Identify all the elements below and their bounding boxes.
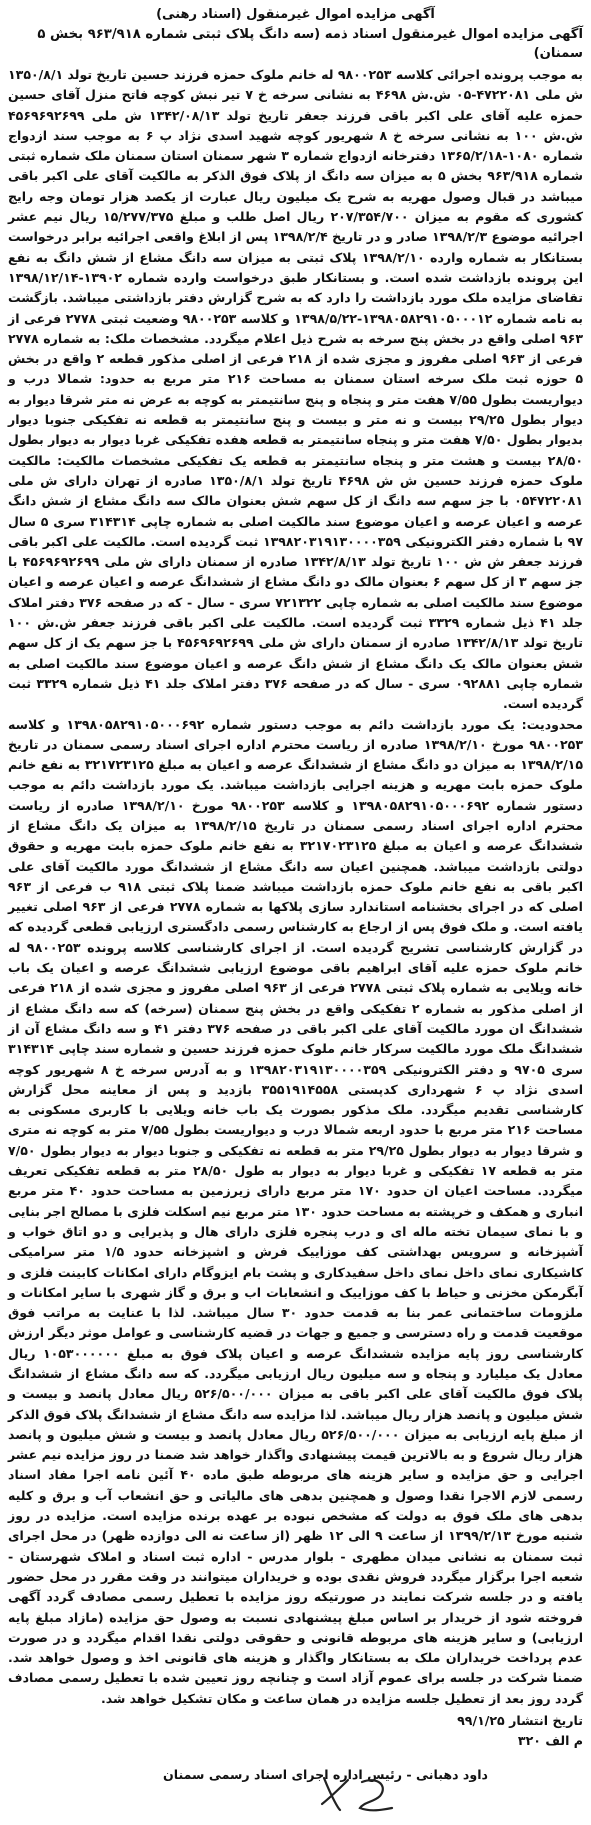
- notice-code: م الف ۳۲۰: [517, 1733, 583, 1749]
- signature-line: داود دهبانی - رئیس اداره اجرای اسناد رسمی سمنان: [163, 1767, 488, 1783]
- publish-info: [8, 1711, 583, 1751]
- notice-title: آگهی مزایده اموال غیرمنقول اسناد ذمه (سه دانگ پلاک ثبتی شماره ۹۶۳/۹۱۸ بخش ۵ سمنان): [37, 27, 583, 61]
- handwritten-mark-icon: [318, 1768, 398, 1816]
- body-paragraph-1: به موجب پرونده اجرائی کلاسه ۹۸۰۰۲۵۳ له خانم ملوک حمزه فرزند حسین تاریخ تولد ۱۳۵۰/۸/۱ ش ملی ۴۷۲۲۰۸۱-۰۵ ش.ش ۴۶۹۸ به نشانی سرخه خ ۷ تیر نبش کوچه فاتح منزل آقای حسین حمزه علیه آقای علی اکبر باقی فرزند جعفر تاریخ تولد ۱۳۴۲/۰۸/۱۳ ش ملی ۴۵۶۹۶۹۲۶۹۹ ش.ش ۱۰۰ به نشانی سرخه خ ۸ شهریور کوچه شهید اسدی نژاد پ ۶ به موجب سند ازدواج شماره ۱۰۸۰-۱۳۶۵/۲/۱۸ دفترخانه ازدواج شماره ۳ شهر سمنان استان سمنان ملک شماره ثبتی شماره ۹۶۳/۹۱۸ بخش ۵ به میزان سه دانگ از پلاک فوق الذکر به مالکیت آقای علی اکبر باقی میباشد در قبال وصول مهریه به شرح یک میلیون ریال عبارت از یکصد هزار تومان وجه رایج کشوری که مقوم به میزان ۲۰۷/۳۵۴/۷۰۰ ریال اصل طلب و مبلغ ۱۵/۲۷۷/۳۷۵ ریال نیم عشر اجرائیه موضوع ۱۳۹۸/۲/۳ صادر و در تاریخ ۱۳۹۸/۲/۴ پس از ابلاغ واقعی اجرائیه برابر درخواست بستانکار به شماره وارده ۱۳۹۸/۲/۱۰ پلاک ثبتی به میزان سه دانگ مشاع از شش دانگ به نفع این پرونده بازداشت شده است. و بستانکار طبق درخواست وارده شماره ۱۳۹۰۲-۱۳۹۸/۱۲/۱۴ تقاضای مزایده ملک مورد بازداشت را دارد که به شرح گزارش دفتر بازداشتی میباشد. بازگشت به نامه شماره ۱۳۹۸۰۵۸۲۹۱۰۵۰۰۰۱۲-۱۳۹۸/۵/۲۲ و کلاسه ۹۸۰۰۲۵۳ وضعیت ثبتی ۲۷۷۸ فرعی از ۹۶۳ اصلی واقع در بخش پنج سرخه به شرح ذیل اعلام میگردد. مشخصات ملک: به شماره ۲۷۷۸ فرعی از ۹۶۳ اصلی مفروز و مجزی شده از ۲۱۸ فرعی از اصلی مذکور قطعه ۲ واقع در بخش ۵ حوزه ثبت ملک سرخه استان سمنان به مساحت ۲۱۶ متر مربع به حدود: شمالا درب و دیواریست بطول ۷/۵۵ هفت متر و پنجاه و پنج سانتیمتر به کوچه به عرض نه متر شرقا دیوار به دیوار بطول ۲۹/۲۵ بیست و نه متر و بیست و پنج سانتیمتر به قطعه نه تفکیکی جنوبا دیوار بدیوار بطول ۷/۵۰ هفت متر و پنجاه سانتیمتر به قطعه هفده تفکیکی غربا دیوار به دیوار بطول ۲۸/۵۰ بیست و هشت متر و پنجاه سانتیمتر به قطعه یک تفکیکی مشخصات مالکیت: مالکیت ملوک حمزه فرزند حسین ش ش ۴۶۹۸ تاریخ تولد ۱۳۵۰/۸/۱ صادره از تهران دارای ش ملی ۰۵۴۷۲۲۰۸۱ با جز سهم سه دانگ از کل سهم شش بعنوان مالک سه دانگ مشاع از شش دانگ عرصه و اعیان عرصه و اعیان موضوع سند مالکیت اصلی به شماره چاپی ۳۱۴۳۱۴ سری ۵ سال ۹۷ با شماره دفتر الکترونیکی ۱۳۹۸۲۰۳۱۹۱۳۰۰۰۰۳۵۹ ثبت گردیده است. مالکیت علی اکبر باقی فرزند جعفر ش ش ۱۰۰ تاریخ تولد ۱۳۴۲/۸/۱۳ صادره از سمنان دارای ش ملی ۴۵۶۹۶۹۲۶۹۹ با جز سهم ۳ از کل سهم ۶ بعنوان مالک دو دانگ مشاع از ششدانگ عرصه و اعیان عرصه و اعیان موضوع سند مالکیت اصلی به شماره چاپی ۷۲۱۳۲۲ سری - سال - که در صفحه ۳۷۶ دفتر املاک جلد ۴۱ ذیل شماره ۳۳۲۹ ثبت گردیده است. مالکیت علی اکبر باقی فرزند جعفر ش.ش ۱۰۰ تاریخ تولد ۱۳۴۲/۸/۱۳ صادره از سمنان دارای ش ملی ۴۵۶۹۶۹۲۶۹۹ با جز سهم یک از کل سهم شش بعنوان مالک یک دانگ مشاع از شش دانگ عرصه و اعیان موضوع سند مالکیت اصلی به شماره چاپی ۰۹۲۸۸۱ سری - سال که در صفحه ۳۷۶ دفتر املاک جلد ۴۱ ذیل شماره ۳۳۲۹ ثبت گردیده است.: [8, 67, 584, 712]
- publish-date: تاریخ انتشار ۹۹/۱/۲۵: [457, 1713, 583, 1729]
- document-header: آگهی مزایده اموال غیرمنقول (اسناد رهنی): [156, 7, 435, 22]
- body-paragraph-2: محدودیت: یک مورد بازداشت دائم به موجب دستور شماره ۱۳۹۸۰۵۸۲۹۱۰۵۰۰۰۶۹۲ و کلاسه ۹۸۰۰۲۵۳ مورخ ۱۳۹۸/۲/۱۰ صادره از ریاست محترم اداره اجرای اسناد رسمی سمنان در تاریخ ۱۳۹۸/۲/۱۵ به میزان دو دانگ مشاع از ششدانگ عرصه و اعیان به مبلغ ۳۲۱۷۲۳۱۲۵ به نفع خانم ملوک حمزه بابت مهریه و هزینه اجرایی بازداشت میباشد. یک مورد بازداشت دائم به موجب دستور شماره ۱۳۹۸۰۵۸۲۹۱۰۵۰۰۰۶۹۲ و کلاسه ۹۸۰۰۲۵۳ مورخ ۱۳۹۸/۲/۱۰ صادره از ریاست محترم اداره اجرای اسناد رسمی سمنان در تاریخ ۱۳۹۸/۲/۱۵ به میزان یک دانگ مشاع از ششدانگ عرصه و اعیان به مبلغ ۳۲۱۷۰۲۳۱۲۵ به نفع خانم ملوک حمزه بابت مهریه و حقوق دولتی بازداشت میباشد. همچنین اعیان سه دانگ مشاع از ششدانگ مورد مالکیت آقای علی اکبر باقی به نفع خانم ملوک حمزه بازداشت میباشد ضمنا پلاک ثبتی ۹۱۸ ب فرعی از ۹۶۳ اصلی که در اجرای بخشنامه استاندارد سازی پلاکها به شماره ۲۷۷۸ فرعی از ۹۶۳ اصلی تغییر یافته است. و ملک فوق پس از ارجاع به کارشناس رسمی دادگستری ارزیابی قطعی گردیده که در گزارش کارشناسی تشریح گردیده است. از اجرای کارشناسی کلاسه پرونده ۹۸۰۰۲۵۳ له خانم ملوک حمزه علیه آقای ابراهیم باقی موضوع ارزیابی ششدانگ عرصه و اعیان یک باب خانه ویلایی به شماره پلاک ثبتی ۲۷۷۸ فرعی از ۹۶۳ اصلی مفروز و مجزی شده از ۲۱۸ فرعی از اصلی مذکور به شماره ۲ تفکیکی واقع در بخش پنج سمنان (سرخه) که سه دانگ مشاع از ششدانگ ان مورد مالکیت آقای علی اکبر باقی در صفحه ۳۷۶ دفتر ۴۱ و سه دانگ مشاع آن از ششدانگ ملک مورد مالکیت سرکار خانم ملوک حمزه فرزند حسین و شماره سند چاپی ۳۱۴۳۱۴ سری ۹۷۰۵ و دفتر الکترونیکی ۱۳۹۸۲۰۳۱۹۱۳۰۰۰۰۳۵۹ و به آدرس سرخه خ ۸ شهریور کوچه اسدی نژاد پ ۶ شهرداری کدپستی ۳۵۵۱۹۱۴۵۵۸ بازدید و پس از معاینه محل گزارش کارشناسی تقدیم میگردد. ملک مذکور بصورت یک باب خانه ویلایی با کاربری مسکونی به مساحت ۲۱۶ متر مربع با حدود اربعه شمالا درب و دیواریست بطول ۷/۵۵ متر به کوچه نه متری و شرقا دیوار به دیوار بطول ۲۹/۲۵ متر به قطعه نه تفکیکی و جنوبا دیوار به دیوار بطول ۷/۵۰ متر به قطعه ۱۷ تفکیکی و غربا دیوار به دیوار به طول ۲۸/۵۰ متر به قطعه تفکیکی تعریف میگردد. مساحت اعیان ان حدود ۱۷۰ متر مربع دارای زیرزمین به مساحت حدود ۴۰ متر مربع انباری و همکف و خرپشته به مساحت حدود ۱۳۰ متر مربع نیم اسکلت فلزی با مصالح اجر بنایی و با نمای سیمان تخته ماله ای و درب پنجره فلزی دارای هال و پذیرایی و دو اتاق خواب و آشپزخانه و سرویس بهداشتی کف موزاییک فرش و اشپزخانه حدود ۱/۵ متر سرامیکی کاشیکاری نمای داخل نمای داخل سفیدکاری و پشت بام ایزوگام دارای امکانات کابینت فلزی و آبگرمکن مخزنی و حیاط با کف موزاییک و انشعابات اب و برق و گاز شهری با سایر امکانات و ملزومات ساختمانی عمر بنا به قدمت حدود ۳۰ سال میباشد. لذا با عنایت به مراتب فوق موقعیت قدمت و راه دسترسی و جمیع و جهات در قضیه کارشناسی و عوامل موثر دیگر ارزش کارشناسی روز پایه مزایده ششدانگ عرصه و اعیان پلاک فوق به مبلغ ۱۰۵۳۰۰۰۰۰۰ ریال معادل یک میلیارد و پنجاه و سه میلیون ریال ارزیابی میگردد. که سه دانگ مشاع از ششدانگ پلاک فوق مالکیت آقای علی اکبر باقی به میزان ۵۲۶/۵۰۰/۰۰۰ ریال معادل پانصد و بیست و شش میلیون و پانصد هزار ریال میباشد. لذا مزایده سه دانگ مشاع از ششدانگ پلاک فوق الذکر از مبلغ پایه ارزیابی به میزان ۵۲۶/۵۰۰/۰۰۰ ریال معادل پانصد و بیست و شش میلیون و پانصد هزار ریال شروع و به بالاترین قیمت پیشنهادی واگذار خواهد شد ضمنا در روز مزایده نیم عشر اجرایی و حق مزایده و سایر هزینه های مربوطه طبق ماده ۴۰ آئین نامه اجرا مفاد اسناد رسمی لازم الاجرا نقدا وصول و همچنین بدهی های مالیاتی و حق انشعاب آب و برق و کلیه بدهی های ملک فوق به دولت که مشخص نبوده بر عهده برنده مزایده است. مزایده در روز شنبه مورخ ۱۳۹۹/۲/۱۳ از ساعت ۹ الی ۱۲ ظهر (از ساعت نه الی دوازده ظهر) در محل اجرای ثبت سمنان به نشانی میدان مطهری - بلوار مدرس - اداره ثبت اسناد و املاک شهرستان - شعبه اجرا برگزار میگردد فروش نقدی بوده و خریداران میتوانند در وقت مقرر در محل حضور یافته و در جلسه شرکت نمایند در صورتیکه روز مزایده با تعطیل رسمی مصادف گردد آگهی فروخته شود از خریدار بر اساس مبلغ پیشنهادی نسبت به وصول حق مزایده (مازاد مبلغ پایه ارزیابی) و سایر هزینه های مربوطه قانونی و حقوقی دولتی نقدا اقدام میگردد و در صورت عدم پرداخت خریداران ملک به بستانکار واگذار و هزینه های قانونی اخذ و وصول خواهد شد. ضمنا شرکت در جلسه برای عموم آزاد است و چنانچه روز تعیین شده با تعطیل رسمی مصادف گردد روز بعد از تعطیل جلسه مزایده در همان ساعت و مکان تشکیل خواهد شد.: [8, 716, 584, 1706]
- document-page: [8, 6, 583, 1818]
